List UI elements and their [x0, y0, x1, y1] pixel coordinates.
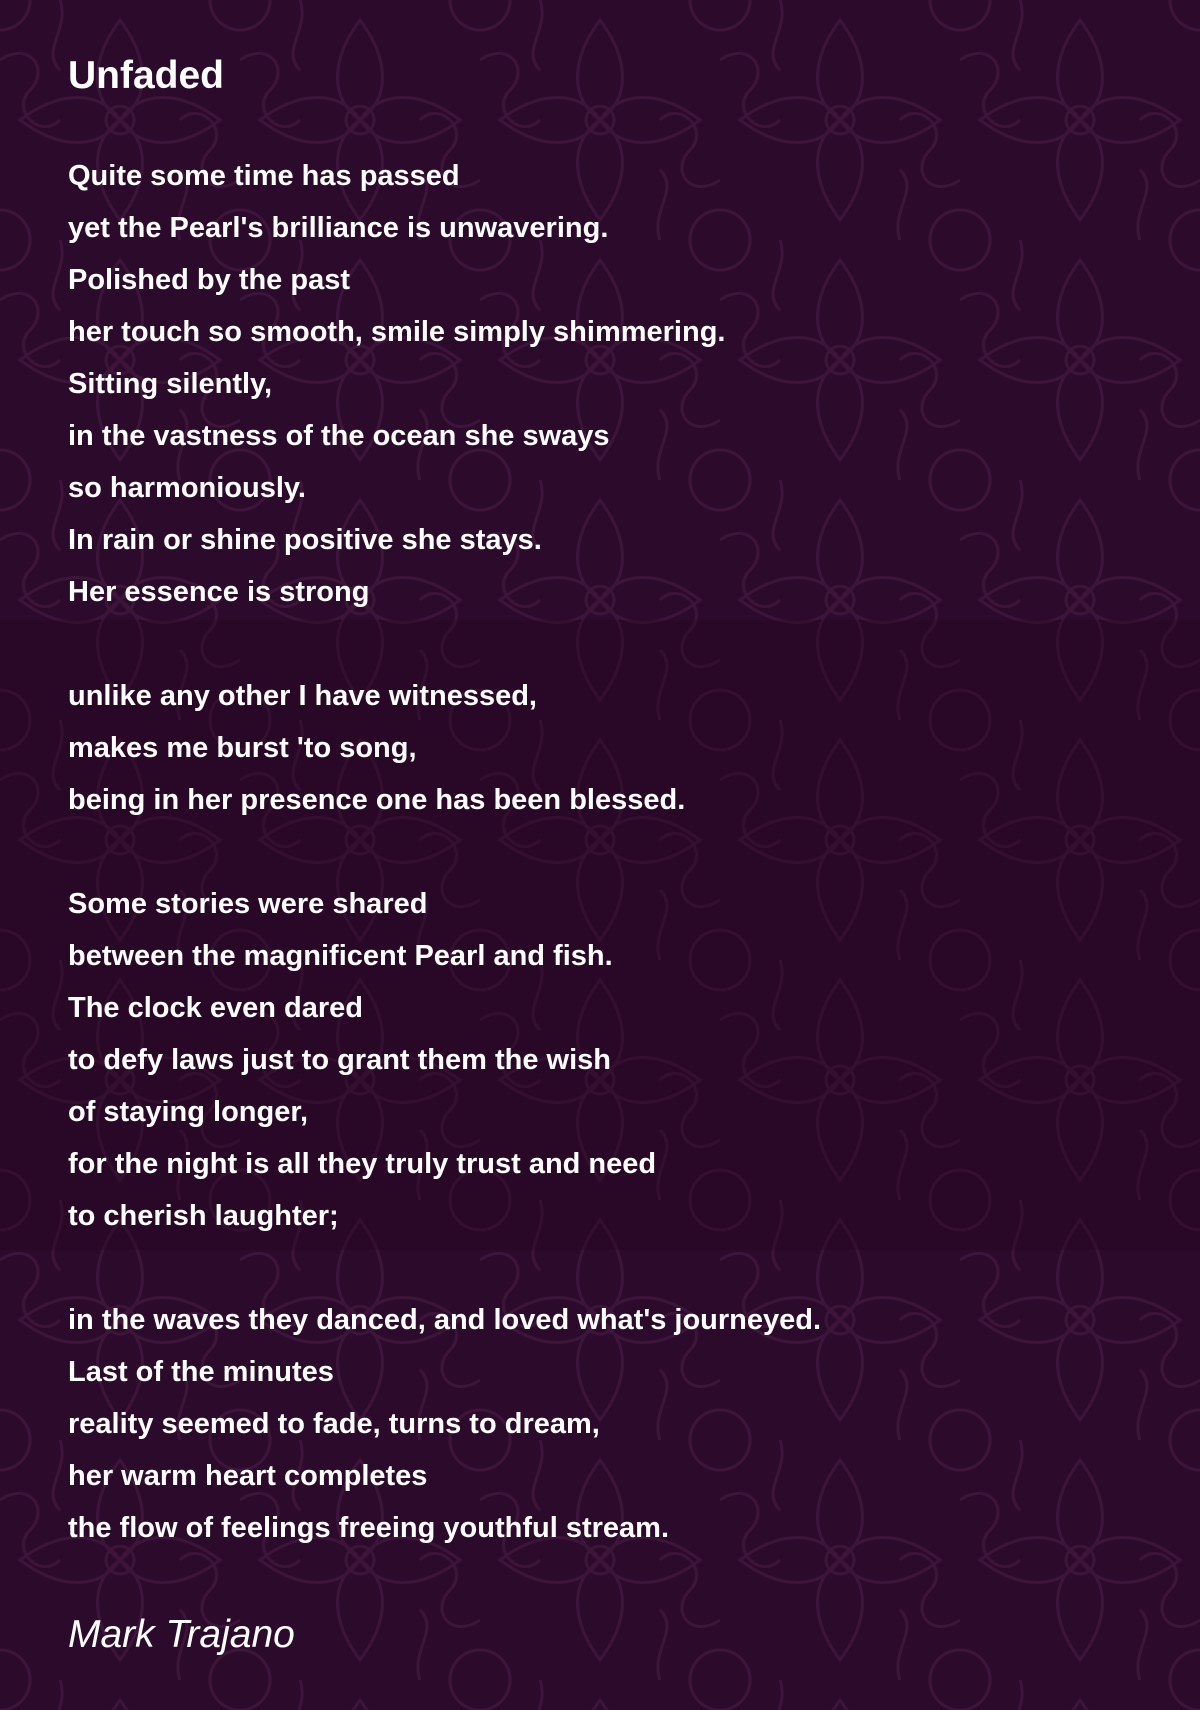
- stanza-break: [68, 618, 1148, 670]
- poem-body: [68, 150, 1148, 1554]
- poem-line: in the vastness of the ocean she sways: [68, 420, 610, 452]
- poem-line: In rain or shine positive she stays.: [68, 524, 542, 556]
- poem-line: between the magnificent Pearl and fish.: [68, 940, 613, 972]
- poem-line: the flow of feelings freeing youthful stream.: [68, 1512, 669, 1544]
- poem-line: to defy laws just to grant them the wish: [68, 1044, 611, 1076]
- poem-line: Quite some time has passed: [68, 160, 460, 192]
- poem-line: her touch so smooth, smile simply shimmering.: [68, 316, 726, 348]
- stanza-break: [68, 826, 1148, 878]
- stanza-4: [68, 1294, 1148, 1554]
- poem-line: in the waves they danced, and loved what's journeyed.: [68, 1304, 822, 1336]
- poem-line: so harmoniously.: [68, 472, 306, 504]
- poem-line: Her essence is strong: [68, 576, 370, 608]
- poem-line: The clock even dared: [68, 992, 363, 1024]
- stanza-break: [68, 1242, 1148, 1294]
- poem-line: unlike any other I have witnessed,: [68, 680, 537, 712]
- poem-line: yet the Pearl's brilliance is unwavering.: [68, 212, 609, 244]
- poem-line: makes me burst 'to song,: [68, 732, 417, 764]
- poem-line: her warm heart completes: [68, 1460, 428, 1492]
- poem-line: Sitting silently,: [68, 368, 273, 400]
- poem-line: reality seemed to fade, turns to dream,: [68, 1408, 600, 1440]
- poem-title: Unfaded: [68, 54, 224, 97]
- poem-line: to cherish laughter;: [68, 1200, 339, 1232]
- poem-author: Mark Trajano: [68, 1613, 295, 1656]
- poem-line: being in her presence one has been blessed.: [68, 784, 686, 816]
- poem-line: Polished by the past: [68, 264, 350, 296]
- stanza-1: [68, 150, 1148, 618]
- stanza-2: [68, 670, 1148, 826]
- poem-line: Some stories were shared: [68, 888, 428, 920]
- poem-line: Last of the minutes: [68, 1356, 334, 1388]
- stanza-3: [68, 878, 1148, 1242]
- poem-line: of staying longer,: [68, 1096, 309, 1128]
- poem-line: for the night is all they truly trust and need: [68, 1148, 657, 1180]
